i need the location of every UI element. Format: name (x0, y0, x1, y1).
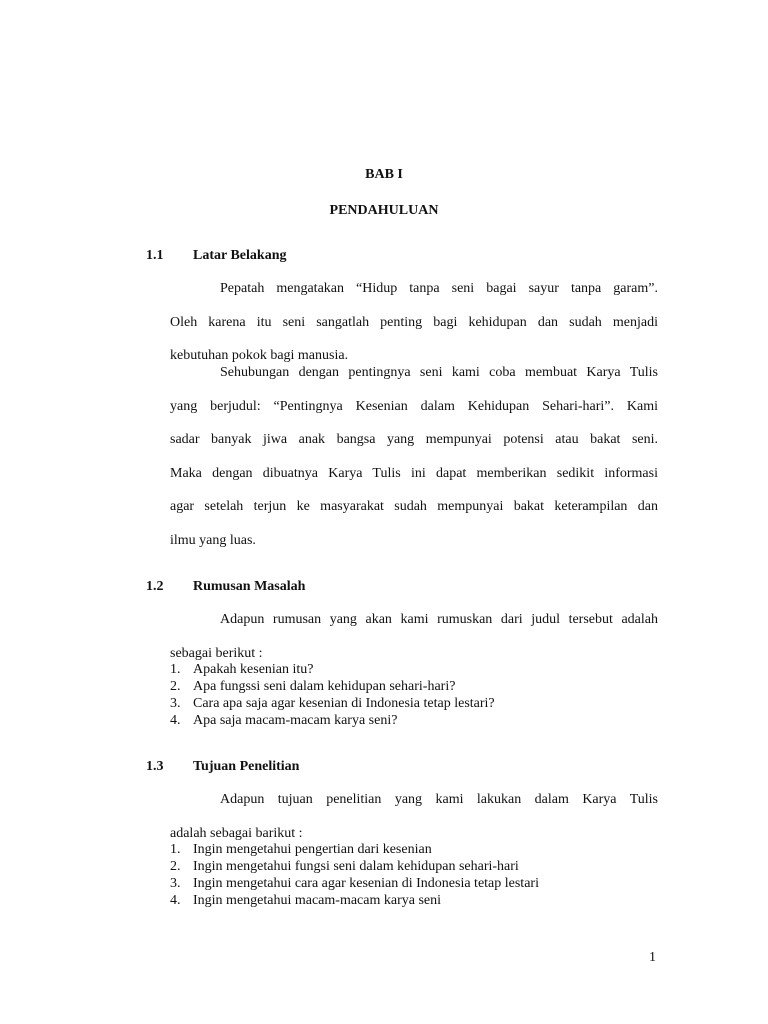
list-item: Ingin mengetahui fungsi seni dalam kehidupan sehari-hari (193, 859, 519, 874)
list-item: Ingin mengetahui pengertian dari kesenian (193, 842, 432, 857)
list-item: Ingin mengetahui cara agar kesenian di Indonesia tetap lestari (193, 876, 539, 891)
list-item-number: 3. (170, 876, 181, 891)
list-item: Ingin mengetahui macam-macam karya seni (193, 893, 442, 908)
list-item-number: 1. (170, 842, 181, 857)
list-item-number: 4. (170, 713, 181, 728)
paragraph-line: Oleh karena itu seni sangatlah penting bagi kehidupan dan sudah menjadi (170, 315, 658, 330)
paragraph-line: Maka dengan dibuatnya Karya Tulis ini dapat memberikan sedikit informasi (170, 466, 658, 481)
section-title: Tujuan Penelitian (193, 759, 300, 774)
list-item-number: 3. (170, 696, 181, 711)
list-item: Apa fungssi seni dalam kehidupan sehari-hari? (193, 679, 456, 694)
paragraph-line: agar setelah terjun ke masyarakat sudah mempunyai bakat keterampilan dan (170, 499, 658, 514)
paragraph-line: yang berjudul: “Pentingnya Kesenian dalam Kehidupan Sehari-hari”. Kami (170, 399, 658, 414)
list-item: Apakah kesenian itu? (193, 662, 314, 677)
section-number: 1.1 (146, 248, 164, 263)
paragraph-line: sadar banyak jiwa anak bangsa yang mempunyai potensi atau bakat seni. (170, 432, 658, 447)
list-item: Cara apa saja agar kesenian di Indonesia tetap lestari? (193, 696, 495, 711)
list-item-number: 1. (170, 662, 181, 677)
paragraph-line: Sehubungan dengan pentingnya seni kami coba membuat Karya Tulis (220, 365, 658, 380)
list-item-number: 2. (170, 859, 181, 874)
paragraph-line: adalah sebagai barikut : (170, 826, 303, 841)
chapter-title: PENDAHULUAN (329, 203, 439, 218)
section-number: 1.3 (146, 759, 164, 774)
paragraph-line: Adapun tujuan penelitian yang kami lakukan dalam Karya Tulis (220, 792, 658, 807)
page-number: 1 (649, 950, 656, 965)
section-title: Latar Belakang (193, 248, 287, 263)
paragraph-line: sebagai berikut : (170, 646, 263, 661)
section-title: Rumusan Masalah (193, 579, 306, 594)
paragraph-line: Adapun rumusan yang akan kami rumuskan dari judul tersebut adalah (220, 612, 658, 627)
paragraph-line: ilmu yang luas. (170, 533, 256, 548)
list-item-number: 2. (170, 679, 181, 694)
section-number: 1.2 (146, 579, 164, 594)
paragraph-line: kebutuhan pokok bagi manusia. (170, 348, 349, 363)
list-item: Apa saja macam-macam karya seni? (193, 713, 398, 728)
chapter-label: BAB I (365, 167, 403, 182)
list-item-number: 4. (170, 893, 181, 908)
paragraph-line: Pepatah mengatakan “Hidup tanpa seni bagai sayur tanpa garam”. (220, 281, 658, 296)
